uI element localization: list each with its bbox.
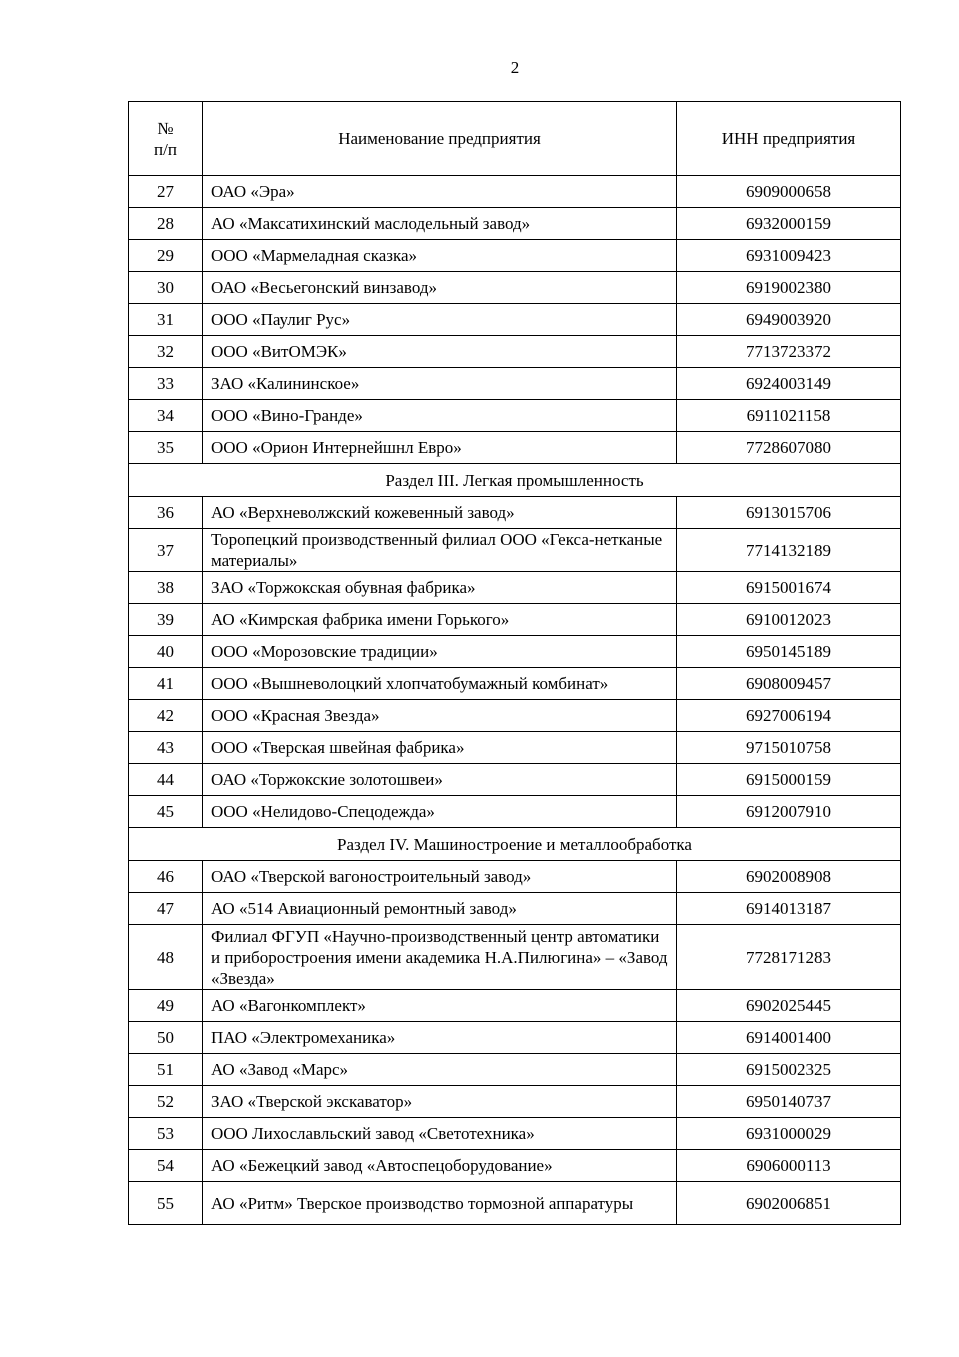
enterprise-inn: 6932000159 xyxy=(677,208,901,240)
enterprise-inn: 6908009457 xyxy=(677,668,901,700)
row-number: 55 xyxy=(129,1182,203,1225)
row-number: 53 xyxy=(129,1118,203,1150)
section-row xyxy=(129,828,901,861)
enterprise-inn: 6949003920 xyxy=(677,304,901,336)
enterprise-inn: 6915002325 xyxy=(677,1054,901,1086)
enterprise-name: ООО «Морозовские традиции» xyxy=(203,636,677,668)
enterprise-inn: 6910012023 xyxy=(677,604,901,636)
table-row xyxy=(129,336,901,368)
enterprise-inn: 6914001400 xyxy=(677,1022,901,1054)
section-title-light-industry: Раздел III. Легкая промышленность xyxy=(129,464,901,497)
enterprise-inn: 6909000658 xyxy=(677,176,901,208)
table-row xyxy=(129,796,901,828)
table-row xyxy=(129,272,901,304)
enterprise-name: ЗАО «Калининское» xyxy=(203,368,677,400)
enterprise-name: Торопецкий производственный филиал ООО «Гекса-нетканые материалы» xyxy=(203,529,677,572)
row-number: 29 xyxy=(129,240,203,272)
table-row xyxy=(129,1150,901,1182)
row-number: 28 xyxy=(129,208,203,240)
table-row xyxy=(129,1086,901,1118)
enterprise-name: ООО «Паулиг Рус» xyxy=(203,304,677,336)
enterprise-name: АО «Вагонкомплект» xyxy=(203,990,677,1022)
row-number: 38 xyxy=(129,572,203,604)
row-number: 52 xyxy=(129,1086,203,1118)
table-row xyxy=(129,1182,901,1225)
table-row xyxy=(129,497,901,529)
table-row xyxy=(129,668,901,700)
table-row xyxy=(129,208,901,240)
table-row xyxy=(129,572,901,604)
enterprise-name: ЗАО «Торжокская обувная фабрика» xyxy=(203,572,677,604)
row-number: 47 xyxy=(129,893,203,925)
table-row xyxy=(129,240,901,272)
enterprise-name: ООО «Вышневолоцкий хлопчатобумажный комбинат» xyxy=(203,668,677,700)
enterprise-inn: 6931009423 xyxy=(677,240,901,272)
row-number: 37 xyxy=(129,529,203,572)
table-row xyxy=(129,432,901,464)
enterprise-name: АО «Кимрская фабрика имени Горького» xyxy=(203,604,677,636)
section-title-machinery: Раздел IV. Машиностроение и металлообработка xyxy=(129,828,901,861)
enterprise-name: ООО «Красная Звезда» xyxy=(203,700,677,732)
enterprise-inn: 6931000029 xyxy=(677,1118,901,1150)
table-row xyxy=(129,1054,901,1086)
header-name: Наименование предприятия xyxy=(203,102,677,176)
enterprise-inn: 6915001674 xyxy=(677,572,901,604)
enterprise-name: АО «Бежецкий завод «Автоспецоборудование» xyxy=(203,1150,677,1182)
table-row xyxy=(129,400,901,432)
row-number: 31 xyxy=(129,304,203,336)
row-number: 39 xyxy=(129,604,203,636)
enterprise-name: ОАО «Весьегонский винзавод» xyxy=(203,272,677,304)
enterprise-inn: 6924003149 xyxy=(677,368,901,400)
enterprise-inn: 6902008908 xyxy=(677,861,901,893)
table-row xyxy=(129,1118,901,1150)
row-number: 44 xyxy=(129,764,203,796)
enterprise-table xyxy=(128,101,901,1225)
enterprise-inn: 6912007910 xyxy=(677,796,901,828)
enterprise-name: ООО «Мармеладная сказка» xyxy=(203,240,677,272)
enterprise-name: ОАО «Тверской вагоностроительный завод» xyxy=(203,861,677,893)
enterprise-inn: 6906000113 xyxy=(677,1150,901,1182)
row-number: 48 xyxy=(129,925,203,990)
enterprise-inn: 6902025445 xyxy=(677,990,901,1022)
row-number: 35 xyxy=(129,432,203,464)
row-number: 49 xyxy=(129,990,203,1022)
enterprise-name: Филиал ФГУП «Научно-производственный центр автоматики и приборостроения имени академика Н.А.Пилюгина» – «Завод «Звезда» xyxy=(203,925,677,990)
enterprise-inn: 6919002380 xyxy=(677,272,901,304)
enterprise-name: ООО Лихославльский завод «Светотехника» xyxy=(203,1118,677,1150)
row-number: 45 xyxy=(129,796,203,828)
enterprise-name: ОАО «Эра» xyxy=(203,176,677,208)
enterprise-name: ООО «Тверская швейная фабрика» xyxy=(203,732,677,764)
table-row xyxy=(129,1022,901,1054)
row-number: 30 xyxy=(129,272,203,304)
enterprise-name: ООО «Вино-Гранде» xyxy=(203,400,677,432)
enterprise-name: АО «Верхневолжский кожевенный завод» xyxy=(203,497,677,529)
row-number: 54 xyxy=(129,1150,203,1182)
row-number: 41 xyxy=(129,668,203,700)
row-number: 40 xyxy=(129,636,203,668)
enterprise-name: ООО «Орион Интернейшнл Евро» xyxy=(203,432,677,464)
enterprise-name: АО «Завод «Марс» xyxy=(203,1054,677,1086)
enterprise-name: АО «Ритм» Тверское производство тормозной аппаратуры xyxy=(203,1182,677,1225)
table-row xyxy=(129,925,901,990)
enterprise-inn: 7728171283 xyxy=(677,925,901,990)
row-number: 50 xyxy=(129,1022,203,1054)
header-num: № п/п xyxy=(129,102,203,176)
table-row xyxy=(129,636,901,668)
row-number: 46 xyxy=(129,861,203,893)
table-row xyxy=(129,893,901,925)
enterprise-inn: 6914013187 xyxy=(677,893,901,925)
section-row xyxy=(129,464,901,497)
table-row xyxy=(129,529,901,572)
table-row xyxy=(129,990,901,1022)
table-row xyxy=(129,604,901,636)
enterprise-inn: 6902006851 xyxy=(677,1182,901,1225)
row-number: 27 xyxy=(129,176,203,208)
enterprise-name: АО «Максатихинский маслодельный завод» xyxy=(203,208,677,240)
table-row xyxy=(129,732,901,764)
row-number: 36 xyxy=(129,497,203,529)
enterprise-inn: 6911021158 xyxy=(677,400,901,432)
table-row xyxy=(129,700,901,732)
enterprise-inn: 7714132189 xyxy=(677,529,901,572)
page-number: 2 xyxy=(510,58,520,77)
enterprise-inn: 6950140737 xyxy=(677,1086,901,1118)
table-row xyxy=(129,304,901,336)
enterprise-name: ООО «ВитОМЭК» xyxy=(203,336,677,368)
enterprise-inn: 6913015706 xyxy=(677,497,901,529)
table-header-row xyxy=(129,102,901,176)
header-inn: ИНН предприятия xyxy=(677,102,901,176)
enterprise-name: ООО «Нелидово-Спецодежда» xyxy=(203,796,677,828)
enterprise-inn: 6950145189 xyxy=(677,636,901,668)
table-row xyxy=(129,861,901,893)
row-number: 33 xyxy=(129,368,203,400)
enterprise-name: ОАО «Торжокские золотошвеи» xyxy=(203,764,677,796)
table-row xyxy=(129,368,901,400)
row-number: 32 xyxy=(129,336,203,368)
table-row xyxy=(129,764,901,796)
row-number: 42 xyxy=(129,700,203,732)
enterprise-name: ЗАО «Тверской экскаватор» xyxy=(203,1086,677,1118)
enterprise-inn: 6927006194 xyxy=(677,700,901,732)
enterprise-inn: 6915000159 xyxy=(677,764,901,796)
enterprise-name: ПАО «Электромеханика» xyxy=(203,1022,677,1054)
row-number: 51 xyxy=(129,1054,203,1086)
enterprise-name: АО «514 Авиационный ремонтный завод» xyxy=(203,893,677,925)
enterprise-inn: 9715010758 xyxy=(677,732,901,764)
enterprise-inn: 7713723372 xyxy=(677,336,901,368)
row-number: 34 xyxy=(129,400,203,432)
row-number: 43 xyxy=(129,732,203,764)
table-row xyxy=(129,176,901,208)
enterprise-inn: 7728607080 xyxy=(677,432,901,464)
